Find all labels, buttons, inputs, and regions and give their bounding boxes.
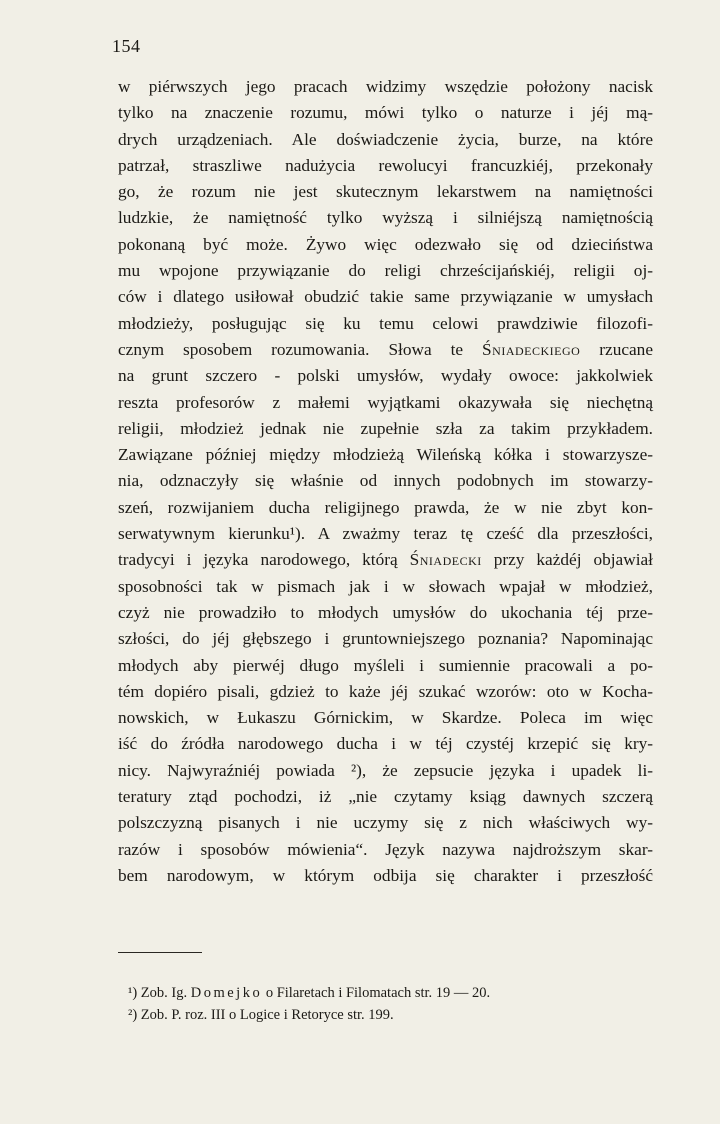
text-line: polszczyzną pisanych i nie uczymy się z nich właściwych wy- <box>118 813 653 833</box>
text-line: Zawiązane później między młodzieżą Wileńską kółka i stowarzysze- <box>118 445 653 465</box>
text-line: iść do źródła narodowego ducha i w téj czystéj krzepić się kry- <box>118 734 653 754</box>
text-line: teratury ztąd pochodzi, iż „nie czytamy ksiąg dawnych szczerą <box>118 787 653 807</box>
text-line: młodych aby pierwéj długo myśleli i sumiennie pracowali a po- <box>118 655 653 675</box>
text-line: tylko na znaczenie rozumu, mówi tylko o naturze i jéj mą- <box>118 103 653 123</box>
text-line: tém dopiéro pisali, gdzież to każe jéj szukać wzorów: oto w Kocha- <box>118 681 653 701</box>
text-line: czyż nie prowadziło to młodych umysłów do ukochania téj prze- <box>118 602 653 622</box>
text-line: szłości, do jéj głębszego i gruntowniejszego poznania? Napominając <box>118 629 653 649</box>
page-number: 154 <box>112 36 141 56</box>
text-line: reszta profesorów z małemi wyjątkami okazywała się niechętną <box>118 392 653 412</box>
text-line: mu wpojone przywiązanie do religi chrześcijańskiéj, religii oj- <box>118 261 653 281</box>
text-line: sposobności tak w pismach jak i w słowach wpajał w młodzież, <box>118 576 653 596</box>
text-line: na grunt szczero - polski umysłów, wydały owoce: jakkolwiek <box>118 366 653 386</box>
text-line: w piérwszych jego pracach widzimy wszędzie położony nacisk <box>118 77 653 96</box>
text-line: ludzkie, że namiętność tylko wyższą i silniéjszą namiętnością <box>118 208 653 228</box>
text-line: bem narodowym, w którym odbija się charakter i przeszłość <box>118 865 653 885</box>
text-line: serwatywnym kierunku¹). A zważmy teraz tę cześć dla przeszłości, <box>118 524 653 544</box>
text-line: drych urządzeniach. Ale doświadczenie życia, burze, na które <box>118 129 653 149</box>
text-line: patrzał, straszliwe nadużycia rewolucyi francuzkiéj, przekonały <box>118 155 653 175</box>
text-line: cznym sposobem rozumowania. Słowa te Śniadeckiego rzucane <box>118 339 653 359</box>
text-line: nicy. Najwyraźniéj powiada ²), że zepsucie języka i upadek li- <box>118 760 653 780</box>
text-line: szeń, rozwijaniem ducha religijnego prawda, że w nie zbyt kon- <box>118 497 653 517</box>
text-line: nia, odznaczyły się właśnie od innych podobnych im stowarzy- <box>118 471 653 491</box>
footnote: ²) Zob. P. roz. III o Logice i Retoryce str. 199. <box>128 1007 394 1023</box>
body-text <box>118 74 653 889</box>
footnotes <box>128 982 648 1026</box>
text-line: tradycyi i języka narodowego, którą Śniadecki przy każdéj objawiał <box>118 550 653 570</box>
footnote-divider <box>118 952 202 953</box>
text-line: młodzieży, posługując się ku temu celowi prawdziwie filozofi- <box>118 313 653 333</box>
text-line: razów i sposobów mówienia“. Język nazywa najdroższym skar- <box>118 839 653 859</box>
text-line: ców i dlatego usiłował obudzić takie same przywiązanie w umysłach <box>118 287 653 307</box>
footnote: ¹) Zob. Ig. Domejko o Filaretach i Filomatach str. 19 — 20. <box>128 985 491 1001</box>
text-line: religii, młodzież jednak nie zupełnie szła za takim przykładem. <box>118 418 653 438</box>
text-line: pokonaną być może. Żywo więc odezwało się od dzieciństwa <box>118 234 653 254</box>
text-line: go, że rozum nie jest skutecznym lekarstwem na namiętności <box>118 182 653 202</box>
text-line: nowskich, w Łukaszu Górnickim, w Skardze. Poleca im więc <box>118 708 653 728</box>
